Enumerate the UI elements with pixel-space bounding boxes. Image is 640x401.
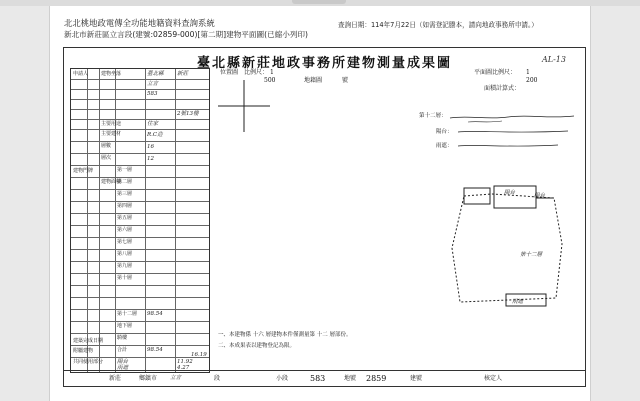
floor-row-total: 合計 [117,347,128,353]
system-title: 北北桃地政電傳全功能地籍資料查詢系統 [64,18,215,28]
label-balcony: 陽台 [117,359,129,365]
formula-eaves-label: 雨遮： [436,143,453,149]
sheet-no-label: 號 [342,77,349,84]
plan-floor-label: 第十二層 [520,252,543,258]
value-land-no: 583 [147,91,158,97]
value-eaves: 4.27 [177,365,190,371]
value-total: 98.54 [147,347,163,353]
label-building-location: 建物坐落 [101,71,122,77]
scale-label: 比例尺： [244,69,269,76]
plan-balcony-label-1: 陽台 [504,190,516,196]
floor-row-12: 第十二層 [117,311,138,317]
floor-row-3: 第三層 [117,191,133,197]
footer-row [64,370,585,387]
value-balcony: 11.92 [177,359,193,365]
floor-row-2: 第二層 [117,179,133,185]
label-floor-count: 層數 [101,143,112,149]
query-date: 查詢日期：114年7月22日（如需登記謄本，請向地政事務所申請。） [338,21,538,29]
plan-eaves-label: 雨遮 [512,299,524,305]
floor-row-6: 第六層 [117,227,133,233]
floor-row-7: 第七層 [117,239,133,245]
value-subtotal: 16.19 [191,352,207,358]
floor-row-9: 第九層 [117,263,133,269]
footer-checker-label: 核定人 [484,375,503,382]
value-floors: 16 [147,144,154,150]
floor-row-8: 第八層 [117,251,133,257]
building-info-table [70,68,210,373]
value-area-12: 98.54 [147,311,163,317]
label-common-part: 共同使用部分 [73,359,104,365]
label-building-area: 建物面積 [101,179,122,185]
document-stamp: AL-13 [542,55,566,64]
label-completion-date: 建築完成日期 [73,338,104,344]
footer-sub-section-label: 小段 [276,375,289,382]
footer-section-label: 鄉鎮市 [139,375,158,382]
survey-document [63,47,586,387]
value-floor: 12 [147,156,154,162]
footer-building-label: 建號 [410,375,423,382]
footer-land-no: 583 [310,374,326,383]
formula-balcony-label: 陽台： [436,129,453,135]
document-subtitle: 新北市新莊區立言段(建號:02859-000)[第二期]建物平面圖(已縮小列印) [64,30,308,39]
plan-balcony-label-2: 陽台 [534,193,546,199]
floor-row-1: 第一層 [117,167,133,173]
floor-plan-scale-label: 平面圖比例尺： [474,69,517,76]
note-2: 二、本成果表以建物登記為限。 [218,343,296,349]
label-floor-level: 層次 [101,155,112,161]
value-city: 臺北縣 [147,71,164,77]
label-attached-building: 附屬建物 [73,348,94,354]
survey-title: 臺北縣新莊地政事務所建物測量成果圖 [196,56,452,71]
location-crosshair [214,76,274,136]
land-map-label: 地籍圖 [304,77,323,84]
floor-row-4: 第四層 [117,203,133,209]
floor-row-10: 第十層 [117,275,133,281]
area-calc-label: 面積計算式： [484,85,521,92]
note-1: 一、本建物係 十六 層建物本件僅測量第 十二 層部份。 [218,332,352,338]
footer-section: 立言 [170,375,182,381]
scale-value: 1 [270,69,274,76]
location-label: 位置圖 [220,69,239,76]
floor-plan-scale-denominator: 200 [526,77,538,84]
footer-segment-label: 段 [214,375,221,382]
value-use: 住家 [147,121,159,127]
label-applicant: 申請人 [73,71,89,77]
formula-floor12-label: 第十二層： [419,113,447,119]
floor-plan-scale-value: 1 [526,69,530,76]
label-building-address: 建物門牌 [73,168,94,174]
floor-plan-drawing [292,76,584,376]
value-district: 新莊 [177,71,189,77]
footer-building-no: 2859 [366,374,387,383]
footer-land-no-label: 地號 [344,375,357,382]
label-eaves: 雨遮 [117,365,129,371]
floor-row-basement: 地下層 [117,323,133,329]
footer-county: 新莊 [109,375,122,382]
viewer-tab[interactable] [292,0,346,4]
value-section: 立言 [147,81,159,87]
floor-row-arcade: 騎樓 [117,335,128,341]
label-main-material: 主要建材 [101,131,122,137]
value-material: R.C造 [147,132,163,138]
label-main-use: 主要用途 [101,121,122,127]
value-road: 2號13樓 [177,111,199,117]
floor-row-5: 第五層 [117,215,133,221]
scale-denominator: 500 [264,77,276,84]
